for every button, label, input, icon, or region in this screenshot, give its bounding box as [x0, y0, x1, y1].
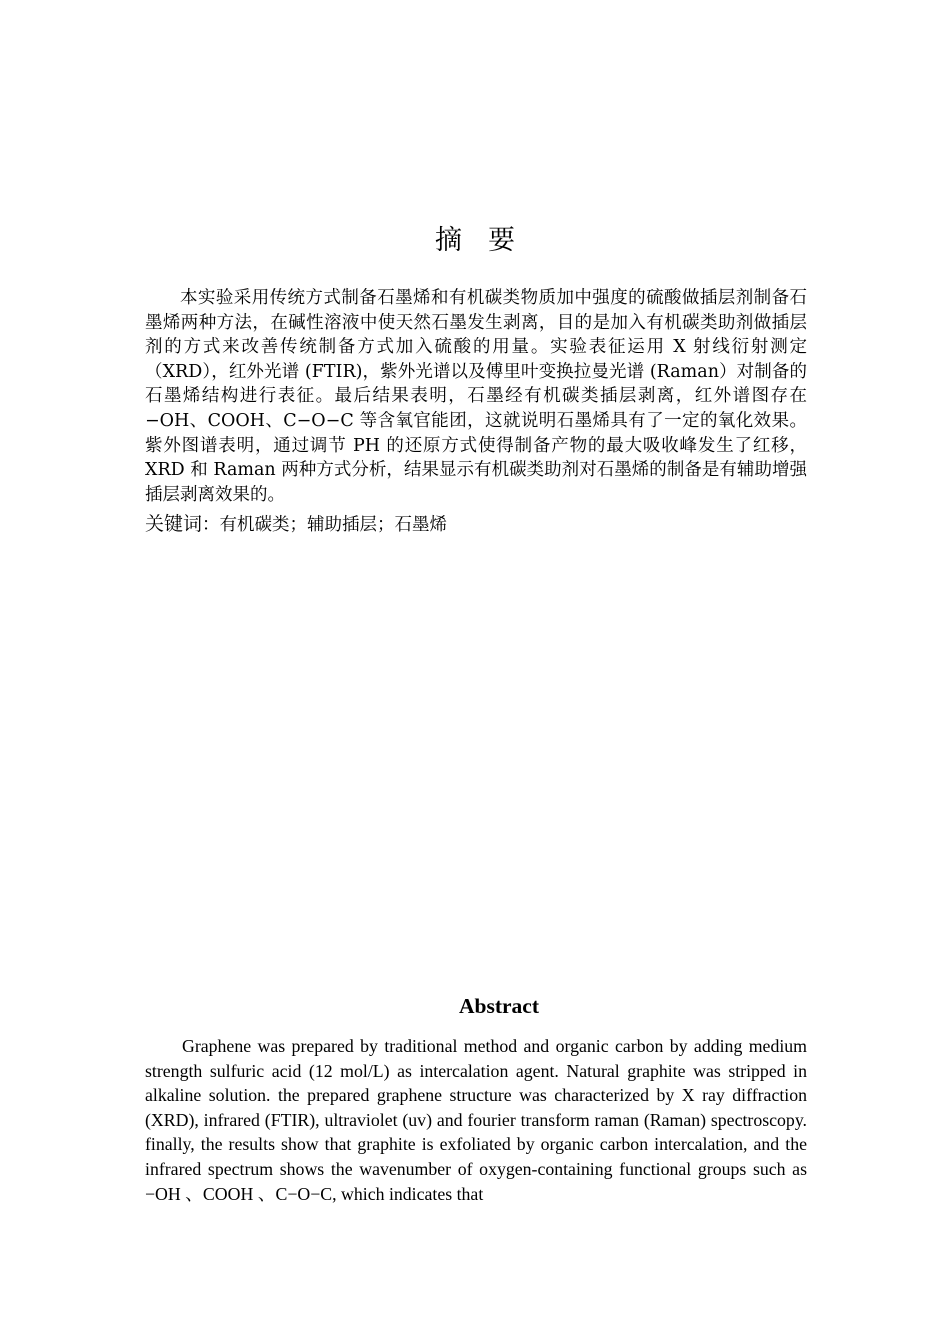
chinese-keywords — [145, 512, 807, 537]
english-abstract-body: Graphene was prepared by traditional method and organic carbon by adding medium strength sulfuric acid (12 mol/L) as intercalation agent. Natural graphite was stripped in alkaline solution. the prepared graphene structure was characterized by X ray diffraction (XRD), infrared (FTIR), ultraviolet (uv) and fourier transform raman (Raman) spectroscopy. finally, the results show that graphite is exfoliated by organic carbon intercalation, and the infrared spectrum shows the wavenumber of oxygen-containing functional groups such as −OH 、COOH 、C−O−C, which indicates that — [145, 1036, 807, 1204]
english-abstract-title: Abstract — [458, 994, 539, 1018]
chinese-title-char-2: 要 — [488, 225, 515, 256]
chinese-abstract-title — [0, 218, 950, 257]
chinese-title-char-1: 摘 — [435, 225, 462, 256]
keywords-label: 关键词 — [145, 513, 203, 535]
keywords-values: ：有机碳类；辅助插层；石墨烯 — [202, 515, 448, 535]
chinese-abstract-body: 本实验采用传统方式制备石墨烯和有机碳类物质加中强度的硫酸做插层剂制备石墨烯两种方法，在碱性溶液中使天然石墨发生剥离，目的是加入有机碳类助剂做插层剂的方式来改善传统制备方式加入硫酸的用量。实验表征运用 X 射线衍射测定（XRD），红外光谱 (FTIR)，紫外光谱以及傅里叶变换拉曼光谱 (Raman）对制备的石墨烯结构进行表征。最后结果表明，石墨经有机碳类插层剥离，红外谱图存在−OH、COOH、C−O−C 等含氧官能团，这就说明石墨烯具有了一定的氧化效果。紫外图谱表明，通过调节 PH 的还原方式使得制备产物的最大吸收峰发生了红移，XRD 和 Raman 两种方式分析，结果显示有机碳类助剂对石墨烯的制备是有辅助增强插层剥离效果的。 — [145, 288, 807, 505]
